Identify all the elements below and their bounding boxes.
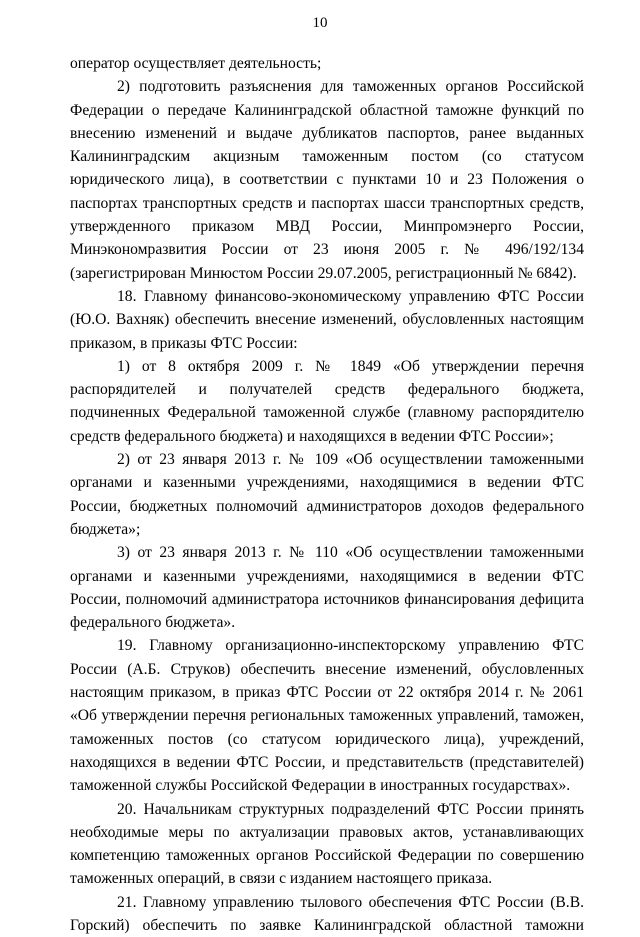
paragraph-18-item-1: 1) от 8 октября 2009 г. № 1849 «Об утверждении перечня распорядителей и получателей средств федерального бюджета, подчиненных Федеральной таможенной службе (главному распорядителю средств федерального бюджета) и находящихся в ведении ФТС России»; bbox=[70, 357, 584, 445]
paragraph-18-financial-directorate: 18. Главному финансово-экономическому управлению ФТС России (Ю.О. Вахняк) обеспечить внесение изменений, обусловленных настоящим приказом, в приказы ФТС России: bbox=[70, 287, 584, 352]
page-number: 10 bbox=[312, 15, 328, 31]
paragraph-item-2-clarifications: 2) подготовить разъяснения для таможенных органов Российской Федерации о передаче Калининградской областной таможне функций по внесению изменений и выдаче дубликатов паспортов, ранее выданных Калининградским акцизным таможенным постом (со статусом юридического лица), в соответствии с пунктами 10 и 23 Положения о паспортах транспортных средств и паспортах шасси транспортных средств, утвержденного приказом МВД России, Минпромэнерго России, Минэкономразвития России от 23 июня 2005 г. № 496/192/134 (зарегистрирован Минюстом России 29.07.2005, регистрационный № 6842). bbox=[70, 78, 584, 282]
paragraph-18-item-2: 2) от 23 января 2013 г. № 109 «Об осуществлении таможенными органами и казенными учреждениями, находящимися в ведении ФТС России, бюджетных полномочий администраторов доходов федерального бюджета»; bbox=[70, 451, 584, 538]
paragraph-21-logistics-directorate: 21. Главному управлению тылового обеспечения ФТС России (В.В. Горский) обеспечить по заявке Калининградской областной таможни bbox=[70, 893, 584, 934]
paragraph-18-item-3: 3) от 23 января 2013 г. № 110 «Об осуществлении таможенными органами и казенными учреждениями, находящимися в ведении ФТС России, полномочий администратора источников финансирования дефицита федерального бюджета». bbox=[70, 544, 584, 632]
paragraph-continuation: оператор осуществляет деятельность; bbox=[70, 55, 322, 72]
paragraph-19-inspection-directorate: 19. Главному организационно-инспекторскому управлению ФТС России (А.Б. Струков) обеспечить внесение изменений, обусловленных настоящим приказом, в приказ ФТС России от 22 октября 2014 г. № 2061 «Об утверждении перечня региональных таможенных управлений, таможен, таможенных постов (со статусом юридического лица), учреждений, находящихся в ведении ФТС России, и представительств (представителей) таможенной службы Российской Федерации в иностранных государствах». bbox=[70, 637, 584, 795]
document-body bbox=[70, 52, 584, 937]
paragraph-20-division-heads: 20. Начальникам структурных подразделений ФТС России принять необходимые меры по актуализации правовых актов, устанавливающих компетенцию таможенных органов Российской Федерации по совершению таможенных операций, в связи с изданием настоящего приказа. bbox=[70, 800, 584, 888]
